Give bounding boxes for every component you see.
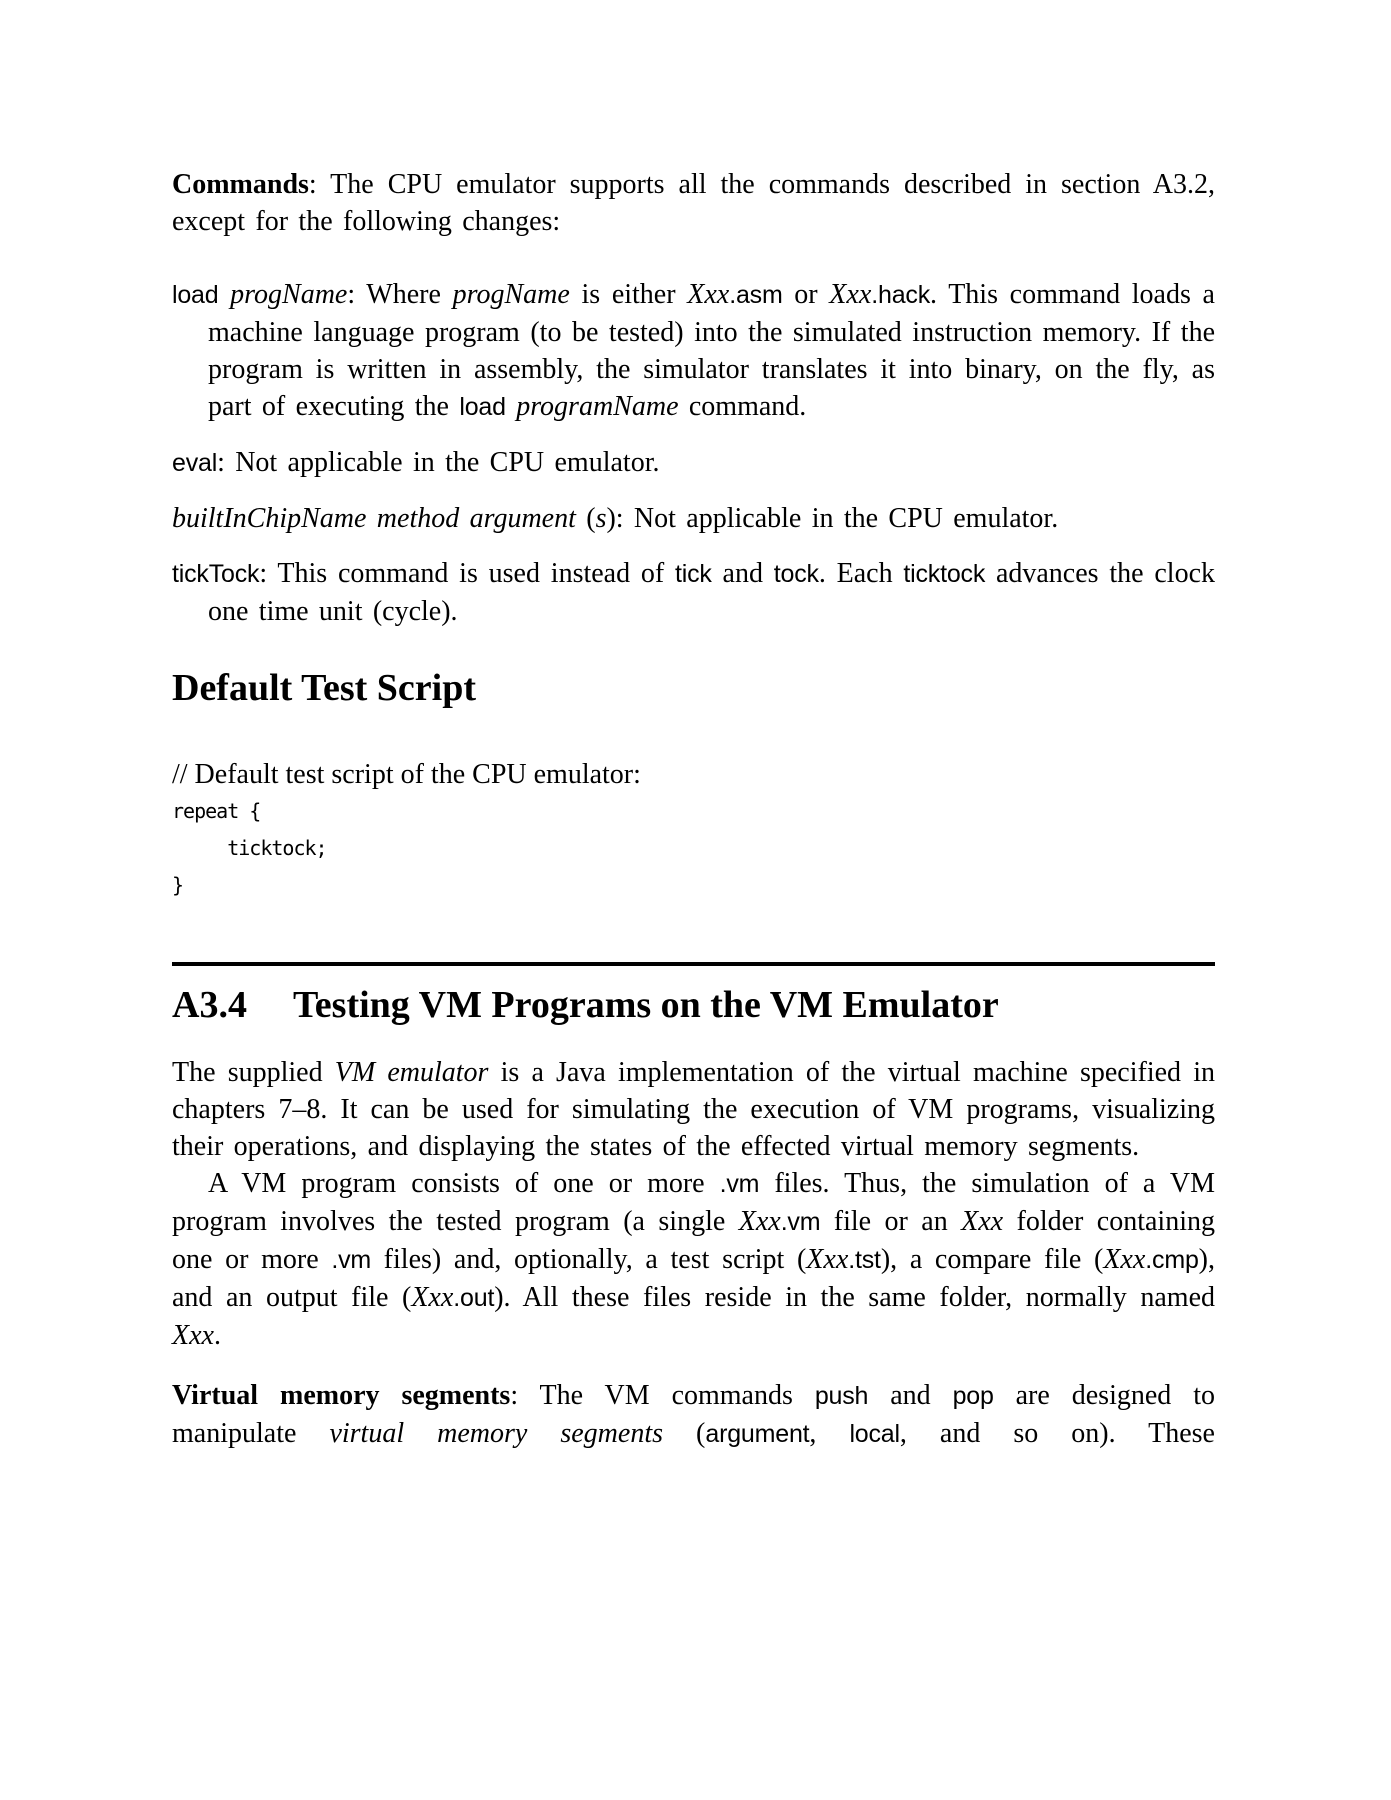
- subsection-heading: Default Test Script: [172, 667, 476, 709]
- section-number: A3.4: [172, 984, 247, 1026]
- command-item-builtinchipname: builtInChipName method argument (s): Not applicable in the CPU emulator.: [172, 503, 1059, 534]
- paragraph-commands: Commands: The CPU emulator supports all the commands described in section A3.2, except for the following changes:: [172, 169, 1215, 237]
- command-item-load: load progName: Where progName is either Xxx.asm or Xxx.hack. This command loads a machine language program (to be tested) into the simulated instruction memory. If the program is written in assembly, the simulator translates it into binary, on the fly, as part of executing the load programName command.: [172, 279, 1215, 422]
- code-line: repeat {: [172, 799, 261, 823]
- code-line: ticktock;: [172, 836, 327, 860]
- text-column: [172, 166, 1215, 1453]
- section-heading: [172, 982, 1215, 1028]
- code-line: }: [172, 873, 184, 897]
- code-block: [172, 756, 1215, 904]
- command-list: [172, 276, 1215, 630]
- command-item-ticktock: tickTock: This command is used instead of tick and tock. Each ticktock advances the clock one time unit (cycle).: [172, 558, 1215, 627]
- command-item-eval: eval: Not applicable in the CPU emulator.: [172, 447, 660, 478]
- paragraph-vm-emulator: The supplied VM emulator is a Java implementation of the virtual machine specified in chapters 7–8. It can be used for simulating the execution of VM programs, visualizing their operations, and displaying the states of the effected virtual memory segments.: [172, 1057, 1215, 1162]
- section-divider: [172, 962, 1215, 966]
- section-title: Testing VM Programs on the VM Emulator: [292, 984, 999, 1026]
- code-comment-line: // Default test script of the CPU emulator:: [172, 759, 641, 790]
- paragraph-virtual-memory-segments: Virtual memory segments: The VM commands push and pop are designed to manipulate virtual memory segments (argument, local, and so on). These: [172, 1380, 1215, 1449]
- paragraph-vm-program: A VM program consists of one or more .vm files. Thus, the simulation of a VM program involves the tested program (a single Xxx.vm file or an Xxx folder containing one or more .vm files) and, optionally, a test script (Xxx.tst), a compare file (Xxx.cmp), and an output file (Xxx.out). All these files reside in the same folder, normally named Xxx.: [172, 1168, 1215, 1351]
